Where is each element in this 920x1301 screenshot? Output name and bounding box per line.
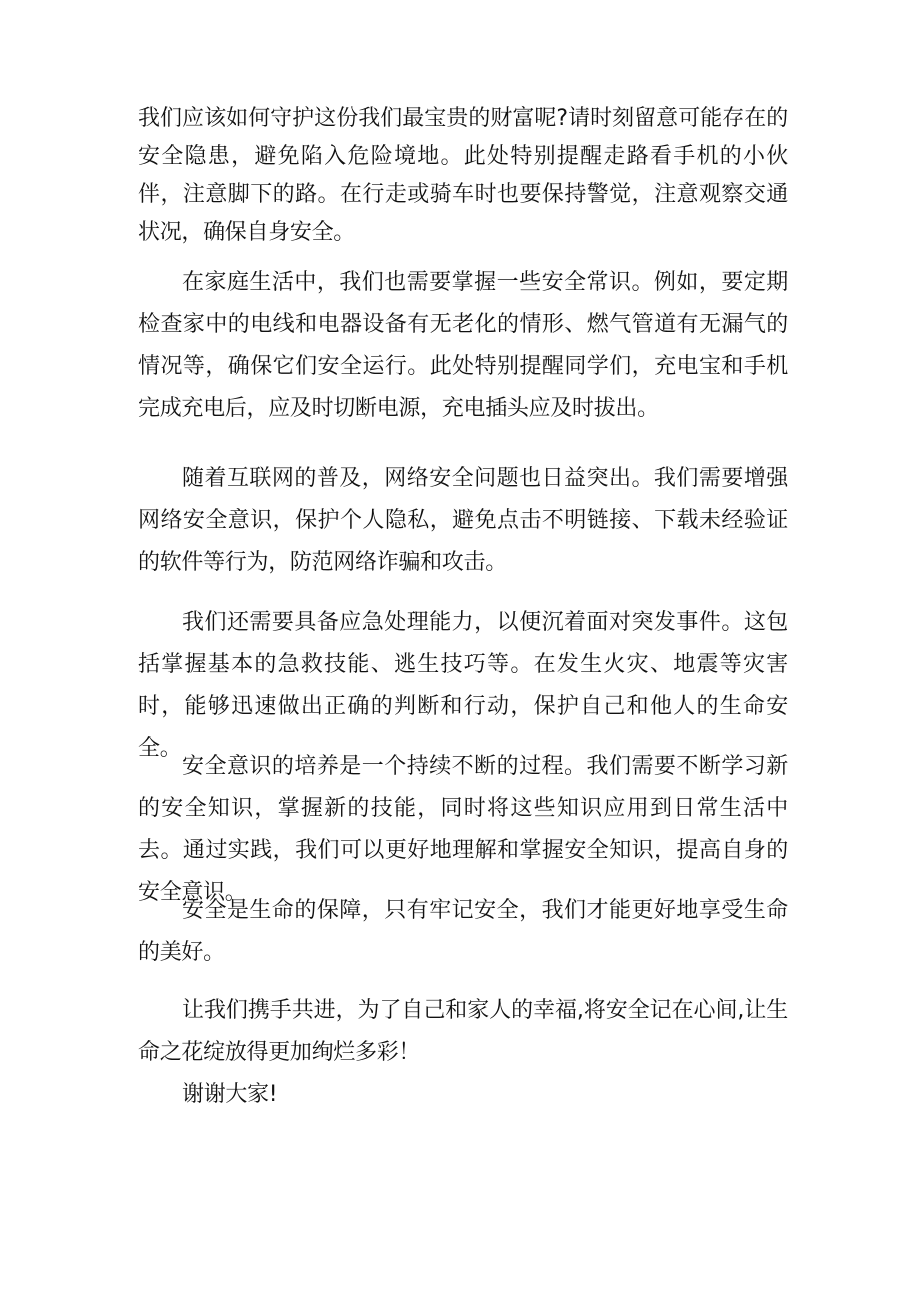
paragraph-2-text: 在家庭生活中，我们也需要掌握一些安全常识。例如，要定期检查家中的电线和电器设备有无老化的情形、燃气管道有无漏气的情况等，确保它们安全运行。此处特别提醒同学们，充电宝和手机完成充电后，应及时切断电源，充电插头应及时拔出。 <box>138 270 788 421</box>
paragraph-3 <box>138 458 788 584</box>
closing-thanks <box>138 1075 788 1115</box>
paragraph-7 <box>138 990 788 1074</box>
paragraph-4-text: 我们还需要具备应急处理能力，以便沉着面对突发事件。这包括掌握基本的急救技能、逃生技巧等。在发生火灾、地震等灾害时，能够迅速做出正确的判断和行动，保护自己和他人的生命安全。 <box>138 610 788 761</box>
paragraph-5-text: 安全意识的培养是一个持续不断的过程。我们需要不断学习新的安全知识，掌握新的技能，同时将这些知识应用到日常生活中去。通过实践，我们可以更好地理解和掌握安全知识，提高自身的安全意识。 <box>138 754 788 905</box>
paragraph-1-text: 我们应该如何守护这份我们最宝贵的财富呢?请时刻留意可能存在的安全隐患，避免陷入危险境地。此处特别提醒走路看手机的小伙伴，注意脚下的路。在行走或骑车时也要保持警觉，注意观察交通状况，确保自身安全。 <box>138 106 788 245</box>
paragraph-4 <box>138 602 788 770</box>
paragraph-6 <box>138 890 788 974</box>
closing-thanks-text: 谢谢大家! <box>182 1082 278 1107</box>
paragraph-6-text: 安全是生命的保障，只有牢记安全，我们才能更好地享受生命的美好。 <box>138 898 788 965</box>
paragraph-5 <box>138 746 788 914</box>
paragraph-7-text: 让我们携手共进，为了自己和家人的幸福,将安全记在心间,让生命之花绽放得更加绚烂多彩！ <box>138 998 788 1065</box>
paragraph-2 <box>138 262 788 430</box>
paragraph-3-text: 随着互联网的普及，网络安全问题也日益突出。我们需要增强网络安全意识，保护个人隐私，避免点击不明链接、下载未经验证的软件等行为，防范网络诈骗和攻击。 <box>138 466 788 575</box>
paragraph-1 <box>138 100 788 252</box>
